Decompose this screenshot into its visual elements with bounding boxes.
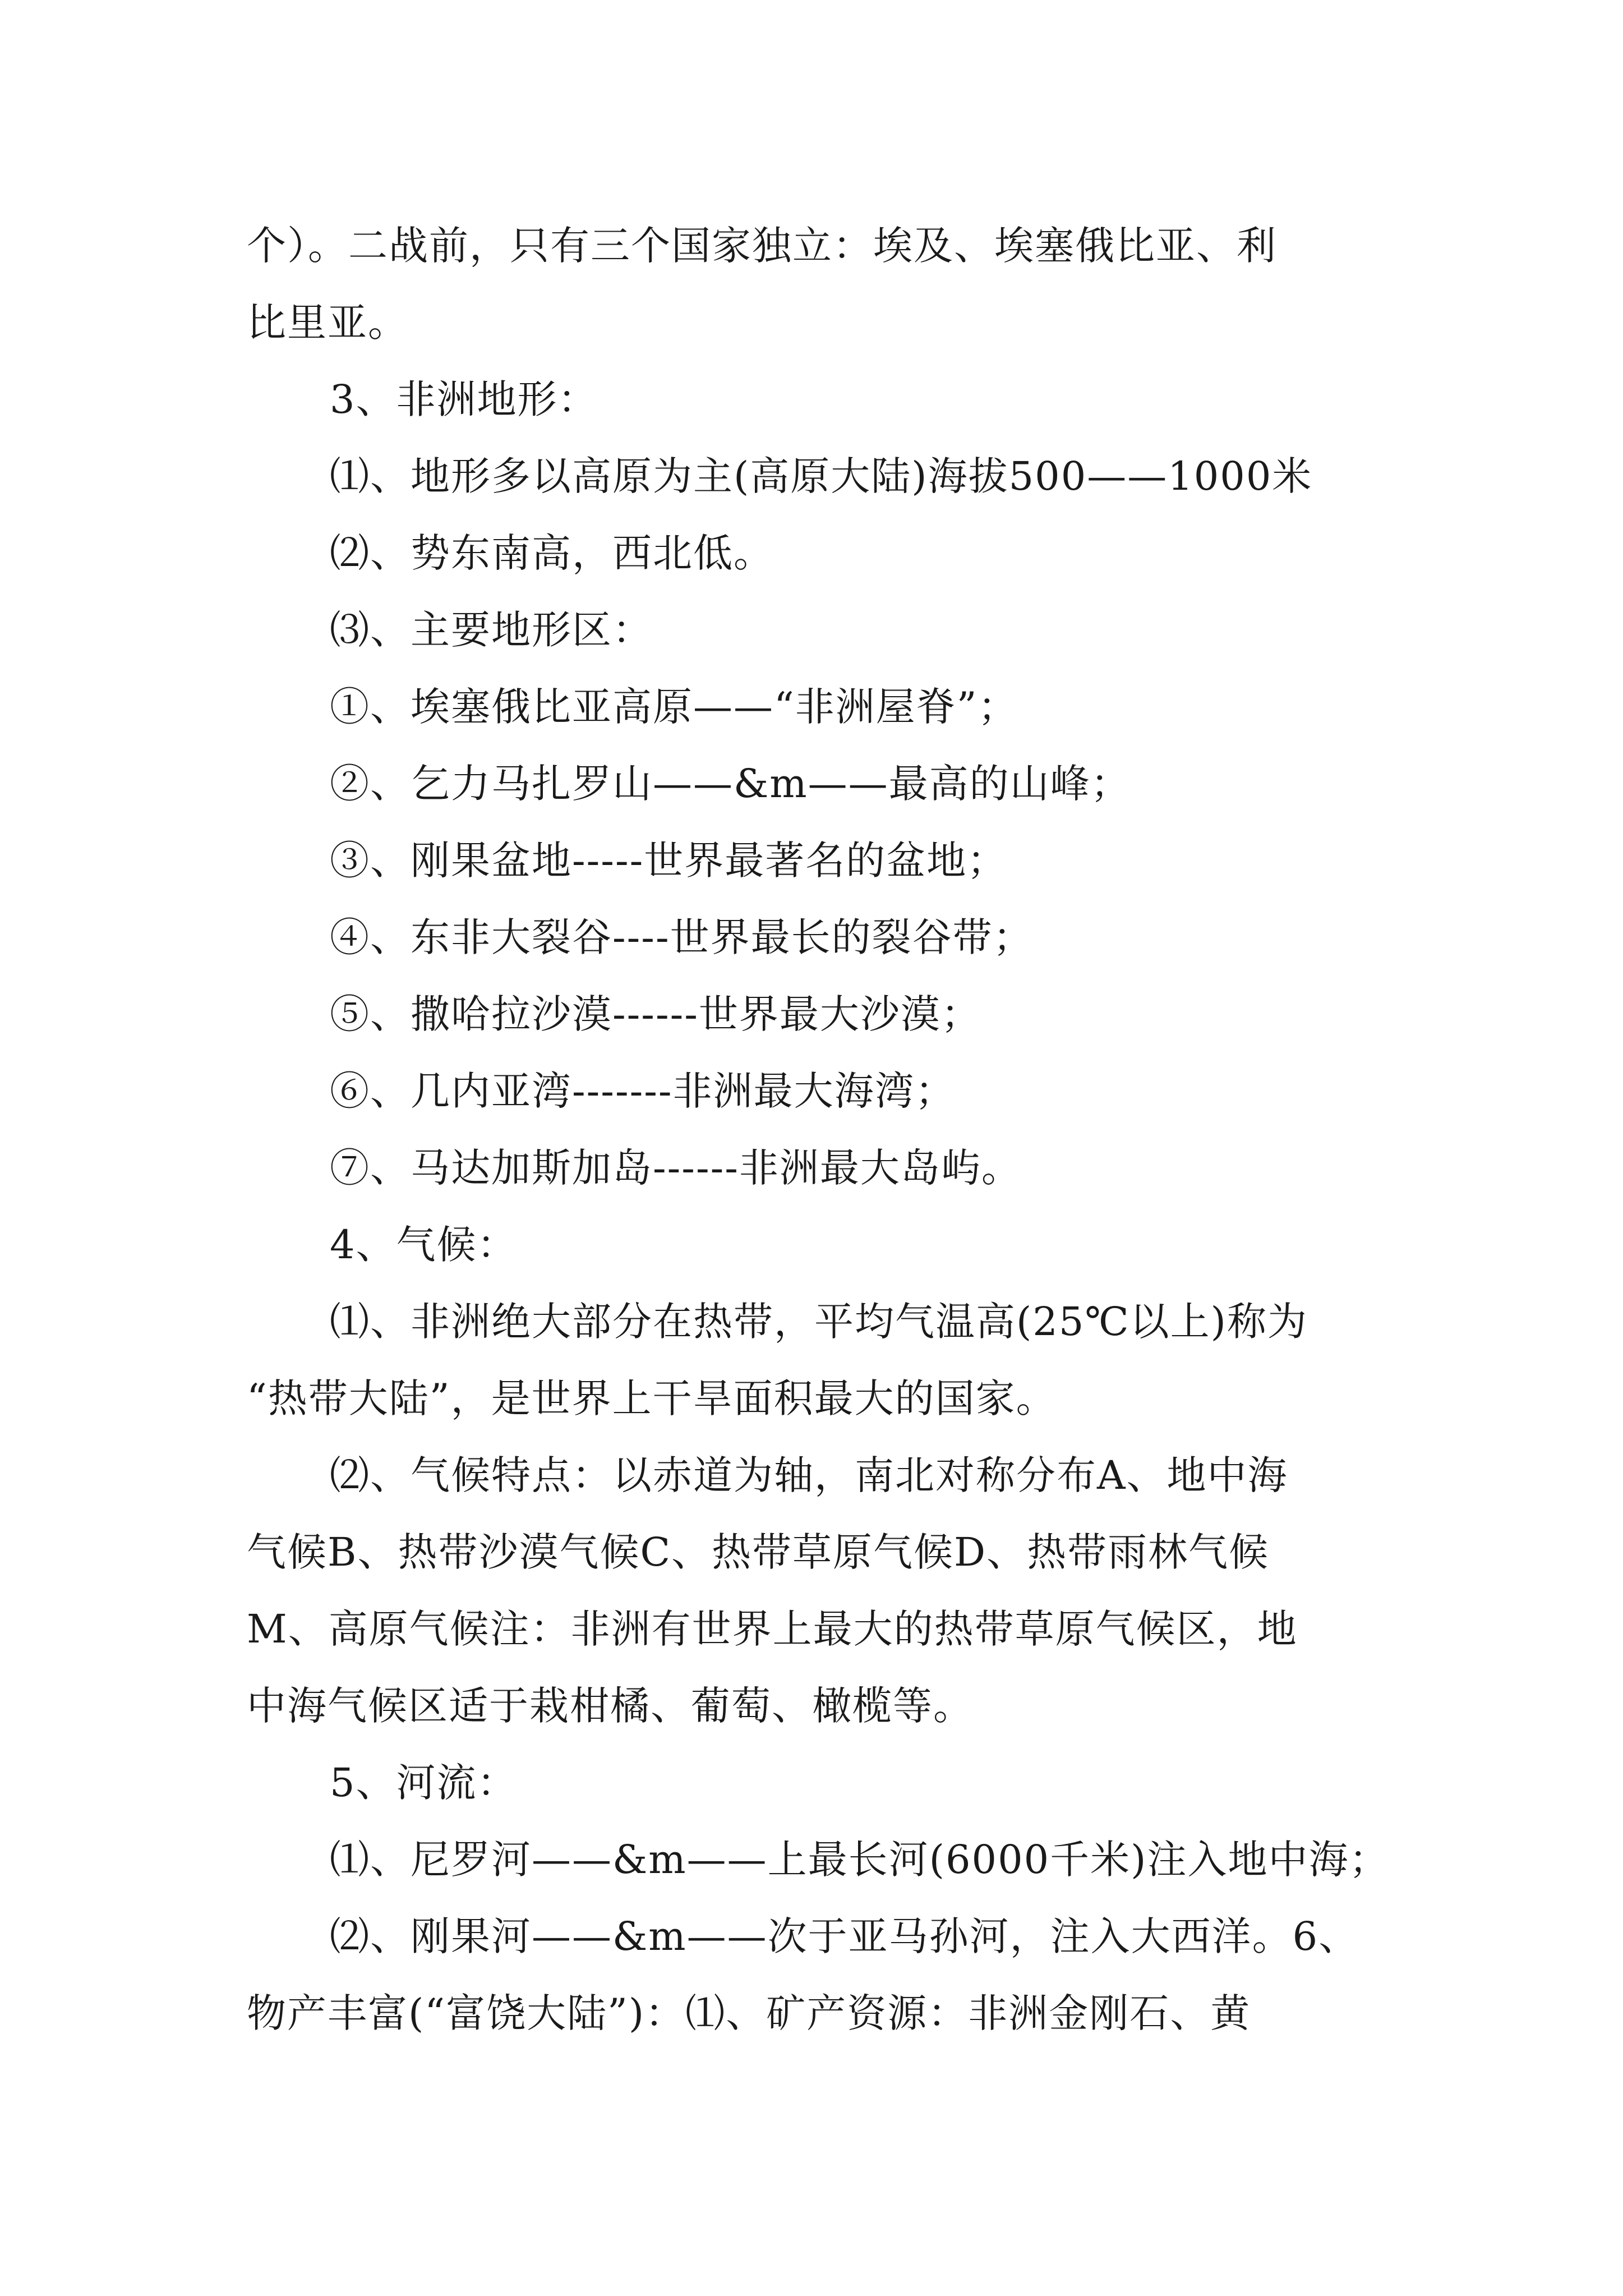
text-line: ⑶、主要地形区： <box>330 607 653 653</box>
list-item: ⑥、几内亚湾-------非洲最大海湾； <box>330 1068 956 1114</box>
list-item: ④、东非大裂谷----世界最长的裂谷带； <box>330 914 1034 960</box>
text-line: ⑵、势东南高，西北低。 <box>330 530 774 576</box>
text-line: ⑵、气候特点：以赤道为轴，南北对称分布A、地中海 <box>330 1452 1288 1498</box>
list-item: ⑦、马达加斯加岛------非洲最大岛屿。 <box>330 1145 1022 1191</box>
section-heading: 5、河流： <box>330 1760 518 1806</box>
section-heading: 3、非洲地形： <box>330 376 598 422</box>
text-line: ⑴、非洲绝大部分在热带，平均气温高(25℃以上)称为 <box>330 1299 1308 1345</box>
text-line: 个）。二战前，只有三个国家独立：埃及、埃塞俄比亚、利 <box>247 223 1277 269</box>
text-line: M、高原气候注：非洲有世界上最大的热带草原气候区，地 <box>247 1606 1298 1652</box>
text-line: 气候B、热带沙漠气候C、热带草原气候D、热带雨林气候 <box>247 1529 1270 1575</box>
text-line: “热带大陆”，是世界上干旱面积最大的国家。 <box>247 1375 1057 1421</box>
text-line: 中海气候区适于栽柑橘、葡萄、橄榄等。 <box>247 1683 974 1729</box>
list-item: ③、刚果盆地-----世界最著名的盆地； <box>330 838 1008 884</box>
list-item: ②、乞力马扎罗山——&m——最高的山峰； <box>330 761 1131 807</box>
text-line: ⑵、刚果河——&m——次于亚马孙河，注入大西洋。6、 <box>330 1913 1359 1959</box>
text-line: ⑴、地形多以高原为主(高原大陆)海拔500——1000米 <box>330 453 1313 499</box>
text-line: 比里亚。 <box>247 300 408 346</box>
section-heading: 4、气候： <box>330 1222 518 1268</box>
list-item: ⑤、撒哈拉沙漠------世界最大沙漠； <box>330 991 981 1037</box>
text-line: 物产丰富(“富饶大陆”)：⑴、矿产资源：非洲金刚石、黄 <box>247 1990 1251 2036</box>
body-text <box>247 208 1391 2052</box>
text-line: ⑴、尼罗河——&m——上最长河(6000千米)注入地中海； <box>330 1837 1390 1883</box>
list-item: ①、埃塞俄比亚高原——“非洲屋脊”； <box>330 684 1018 730</box>
